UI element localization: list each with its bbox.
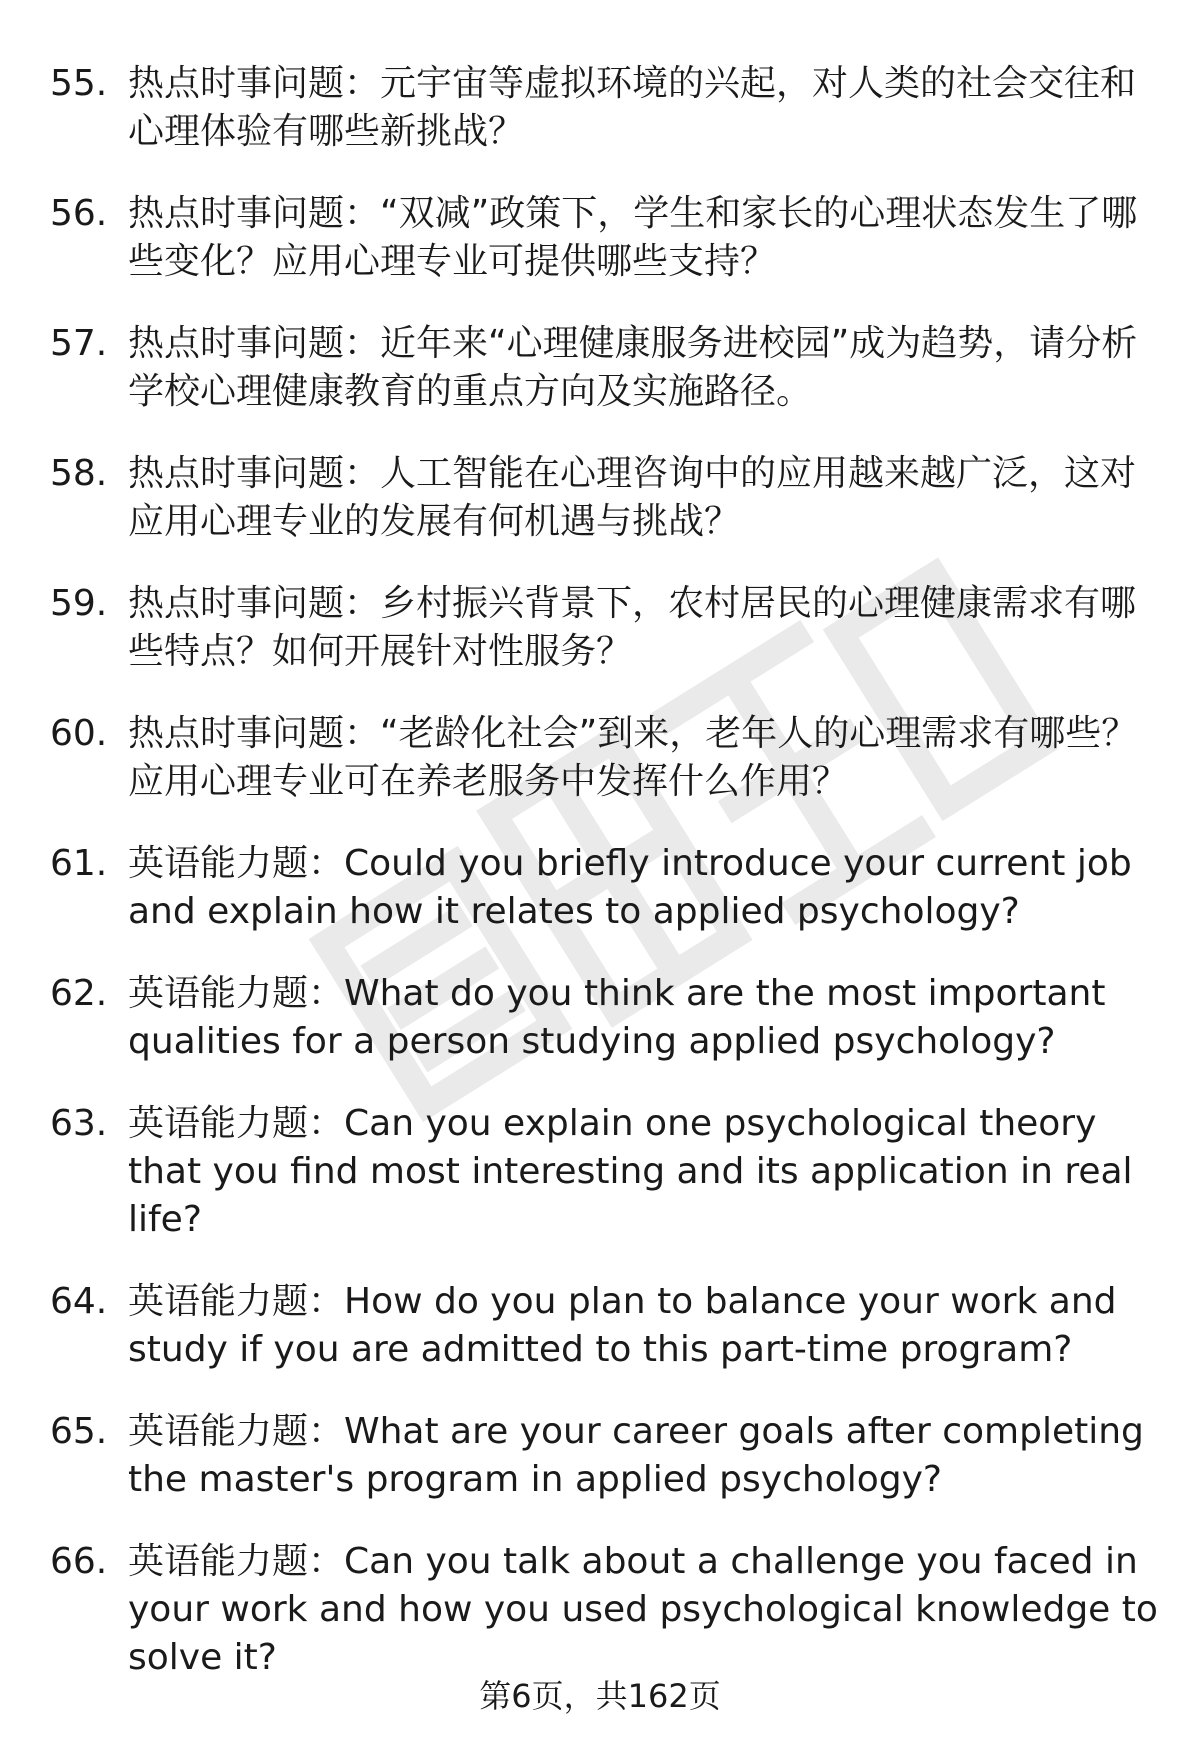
question-text: 英语能力题：Can you talk about a challenge you faced in your work and how you used psychological knowledge to solve it? [128, 1541, 1158, 1678]
question-item [50, 710, 1160, 806]
question-text: 热点时事问题：元宇宙等虚拟环境的兴起，对人类的社会交往和心理体验有哪些新挑战？ [128, 63, 1137, 152]
question-number: 64. [50, 1281, 108, 1322]
question-number: 57. [50, 323, 108, 364]
question-text: 英语能力题：What are your career goals after completing the master's program in applied psychology? [128, 1411, 1144, 1500]
question-text: 英语能力题：How do you plan to balance your work and study if you are admitted to this part-time program? [128, 1281, 1117, 1370]
question-text: 热点时事问题：乡村振兴背景下，农村居民的心理健康需求有哪些特点？如何开展针对性服务？ [128, 583, 1137, 672]
question-number: 63. [50, 1103, 108, 1144]
question-text: 热点时事问题：近年来“心理健康服务进校园”成为趋势，请分析学校心理健康教育的重点方向及实施路径。 [128, 323, 1138, 412]
question-item [50, 580, 1160, 676]
question-text: 热点时事问题：人工智能在心理咨询中的应用越来越广泛，这对应用心理专业的发展有何机遇与挑战？ [128, 453, 1137, 542]
question-item [50, 450, 1160, 546]
question-item [50, 840, 1160, 936]
question-item [50, 320, 1160, 416]
question-item [50, 1408, 1160, 1504]
question-number: 59. [50, 583, 108, 624]
question-item [50, 970, 1160, 1066]
question-number: 65. [50, 1411, 108, 1452]
question-item [50, 1538, 1160, 1682]
question-item [50, 190, 1160, 286]
question-number: 62. [50, 973, 108, 1014]
question-text: 热点时事问题：“老龄化社会”到来，老年人的心理需求有哪些？应用心理专业可在养老服务中发挥什么作用？ [128, 713, 1138, 802]
question-text: 英语能力题：What do you think are the most important qualities for a person studying applied psychology? [128, 973, 1106, 1062]
question-text: 英语能力题：Can you explain one psychological theory that you find most interesting and its application in real life? [128, 1103, 1133, 1240]
question-item [50, 60, 1160, 156]
page-footer: 第6页，共162页 [479, 1677, 721, 1715]
question-list [50, 60, 1160, 1716]
question-text: 英语能力题：Could you briefly introduce your current job and explain how it relates to applied psychology? [128, 843, 1132, 932]
question-number: 61. [50, 843, 108, 884]
question-number: 66. [50, 1541, 108, 1582]
question-item [50, 1100, 1160, 1244]
question-number: 58. [50, 453, 108, 494]
question-number: 56. [50, 193, 108, 234]
question-item [50, 1278, 1160, 1374]
question-text: 热点时事问题：“双减”政策下，学生和家长的心理状态发生了哪些变化？应用心理专业可提供哪些支持？ [128, 193, 1138, 282]
question-number: 60. [50, 713, 108, 754]
question-number: 55. [50, 63, 108, 104]
